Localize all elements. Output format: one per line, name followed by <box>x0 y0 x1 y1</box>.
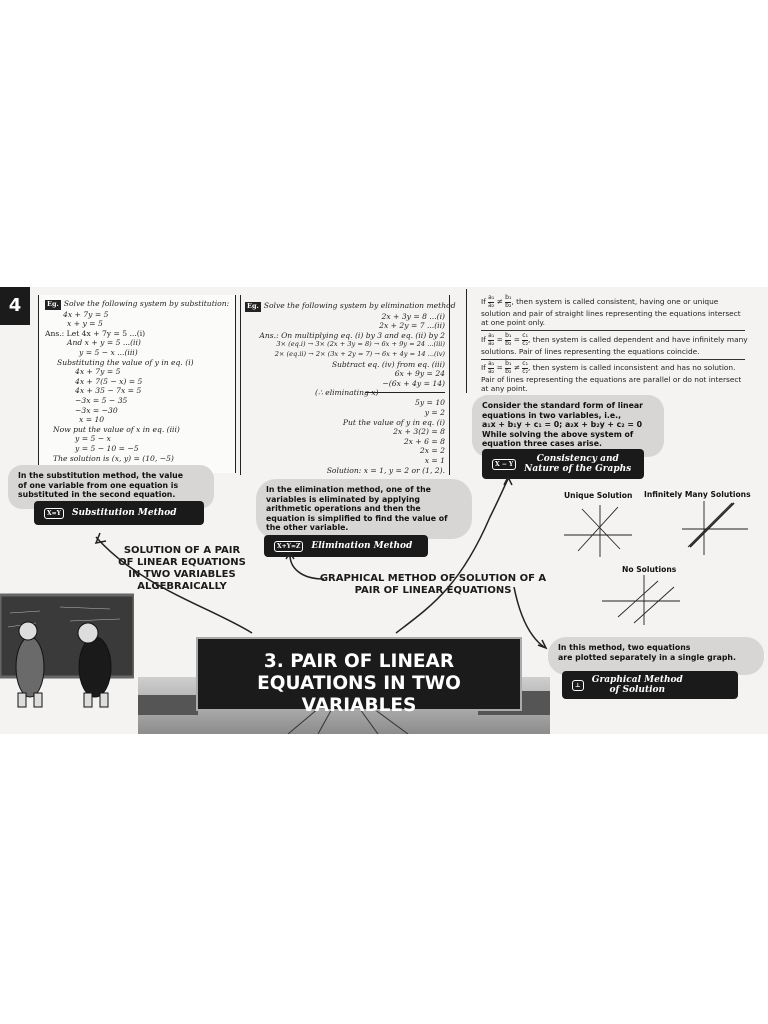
heading-line: PAIR OF LINEAR EQUATIONS <box>354 585 512 596</box>
arrow-to-elimination <box>290 555 324 579</box>
example-line: Substituting the value of y in eq. (i) <box>57 357 194 367</box>
example-line: Now put the value of x in eq. (iii) <box>53 424 180 434</box>
example-line: Put the value of y in eq. (i) <box>342 417 445 427</box>
bubble-line: equation three cases arise. <box>482 439 602 448</box>
bubble-line: While solving the above system of <box>482 429 634 439</box>
bubble-line: a₁x + b₁y + c₁ = 0; a₂x + b₂y + c₂ = 0 <box>482 420 643 429</box>
chalkboard-illustration <box>0 593 134 713</box>
eg-tag: Eg. <box>47 300 59 308</box>
label-text: Substitution Method <box>71 508 177 518</box>
label-line: Graphical Method <box>591 675 683 685</box>
x-plus-y-icon: X+Y=Z <box>274 541 303 552</box>
example-line: −3x = −30 <box>75 405 118 415</box>
eg-tag: Eg. <box>247 302 259 310</box>
bubble-line: In the substitution method, the value <box>18 471 183 480</box>
example-line: 4x + 7(5 − x) = 5 <box>75 376 143 386</box>
example-line: 3× (eq.i) → 3× (2x + 3y = 8) → 6x + 9y = 24 ...(iii) <box>276 340 445 349</box>
study-page <box>0 287 768 734</box>
example-line: −(6x + 4y = 14) <box>382 378 445 388</box>
example-line: Ans.: On multiplying eq. (i) by 3 and eq. (ii) by 2 <box>259 330 445 340</box>
x-equals-y-icon: X=Y <box>44 508 64 519</box>
example-line: Subtract eq. (iv) from eq. (iii) <box>331 359 445 369</box>
chalkboard-teachers-image <box>0 593 134 713</box>
condition-text: , then system is called dependent and have infinitely many solutions. Pair of lines representing the equations coincide. <box>481 335 748 356</box>
arrow-to-graphical <box>396 479 508 633</box>
example-line: y = 5 − 10 = −5 <box>75 443 139 453</box>
label-line: Consistency and <box>536 454 619 464</box>
example-line: 4x + 7y = 5 <box>75 367 121 377</box>
bubble-line: the other variable. <box>266 523 349 532</box>
condition-text: , then system is called inconsistent and has no solution. Pair of lines representing the equations are parallel or do not intersect at any point. <box>481 363 742 394</box>
eliminating-note: (∴ eliminating x) <box>315 388 379 398</box>
bubble-line: arithmetic operations and then the <box>266 504 421 513</box>
example-line: 5y = 10 <box>415 398 445 408</box>
bubble-line: substituted in the second equation. <box>18 490 176 499</box>
bubble-line: equation is simplified to find the value of <box>266 513 448 523</box>
example-question: Solve the following system by substitution: <box>63 299 230 308</box>
example-line: x = 10 <box>79 415 105 425</box>
heading-line: IN TWO VARIABLES <box>128 569 236 580</box>
example-line: 4x + 35 − 7x = 5 <box>75 386 142 396</box>
bubble-line: equations in two variables, i.e., <box>482 410 622 420</box>
example-question: Solve the following system by elimination method <box>263 301 456 310</box>
main-title-line: EQUATIONS IN TWO VARIABLES <box>257 673 461 716</box>
example-line: 2x + 2y = 7 ...(ii) <box>379 321 445 331</box>
example-line: 2× (eq.ii) → 2× (3x + 2y = 7) → 6x + 4y = 14 ...(iv) <box>274 349 445 358</box>
example-line: 2x + 3y = 8 ...(i) <box>381 311 445 321</box>
example-line: And x + y = 5 ...(ii) <box>67 338 141 348</box>
example-line: −3x = 5 − 35 <box>75 395 128 405</box>
no-solutions-label: No Solutions <box>622 565 677 574</box>
heading-line: OF LINEAR EQUATIONS <box>118 557 246 568</box>
example-line: The solution is (x, y) = (10, −5) <box>53 453 174 463</box>
example-line: 4x + 7y = 5 <box>63 309 109 319</box>
main-title-line: 3. PAIR OF LINEAR <box>263 651 455 672</box>
condition-text: , then system is called consistent, having one or unique solution and pair of straight lines representing the equations intersect at one point only. <box>481 297 741 328</box>
example-line: 2x = 2 <box>419 446 445 456</box>
condition-dependent: If $\frac{\text{a₁}}{\text{a₂}}$ = $\frac{\text{b₁}}{\text{b₂}}$ = $\frac{\text{c₁}}{\text{c₂}}$ , then system is called dependent and have infinitely many solutions. Pair of lines representing the equations coincide. <box>481 332 748 356</box>
main-title-board <box>196 637 522 716</box>
bubble-line: are plotted separately in a single graph. <box>558 652 736 662</box>
unique-solution-label: Unique Solution <box>564 491 633 500</box>
bubble-line: Consider the standard form of linear <box>482 401 644 410</box>
example-line: 2x + 3(2) = 8 <box>393 427 445 437</box>
fraction: $\frac{\text{b₁}}{\text{b₂}}$ <box>505 294 512 309</box>
fraction: $\frac{\text{a₁}}{\text{a₂}}$ <box>488 294 495 309</box>
infinite-solutions-label: Infinitely Many Solutions <box>644 490 751 499</box>
heading-line: ALGEBRAICALLY <box>137 581 227 592</box>
not-equal-sign: ≠ <box>496 297 503 306</box>
label-line: Nature of the Graphs <box>524 464 632 474</box>
heading-line: SOLUTION OF A PAIR <box>123 545 241 556</box>
condition-inconsistent: If $\frac{\text{a₁}}{\text{a₂}}$ = $\frac{\text{b₁}}{\text{b₂}}$ ≠ $\frac{\text{c₁}}{\text{c₂}}$ , then system is called inconsistent and has no solution. Pair of lines representing the equations are parallel or do not intersect at any point. <box>481 360 742 394</box>
xy-icon: X − Y <box>492 459 516 470</box>
example-line: x = 1 <box>424 455 445 465</box>
if-label: If <box>481 363 486 372</box>
heading-line: GRAPHICAL METHOD OF SOLUTION OF A <box>319 573 547 584</box>
example-line: Ans.: Let 4x + 7y = 5 ...(i) <box>45 328 146 338</box>
graph-icon: ⊥ <box>572 680 584 691</box>
if-label: If <box>481 297 486 306</box>
page-number: 4 <box>0 287 30 325</box>
example-line: 2x + 6 = 8 <box>403 436 445 446</box>
bubble-line: of one variable from one equation is <box>18 480 179 490</box>
example-line: x + y = 5 <box>67 319 103 329</box>
if-label: If <box>481 335 486 344</box>
label-line: of Solution <box>609 685 666 695</box>
bubble-line: In this method, two equations <box>558 643 691 652</box>
example-line: y = 5 − x ...(iii) <box>79 347 138 357</box>
example-line: y = 2 <box>424 407 445 417</box>
bubble-line: In the elimination method, one of the <box>266 485 431 494</box>
example-line: y = 5 − x <box>75 434 111 444</box>
bubble-line: variables is eliminated by applying <box>266 494 420 504</box>
label-text: Elimination Method <box>311 541 413 551</box>
example-line: 6x + 9y = 24 <box>394 369 445 379</box>
example-line: Solution: x = 1, y = 2 or (1, 2). <box>326 465 445 475</box>
